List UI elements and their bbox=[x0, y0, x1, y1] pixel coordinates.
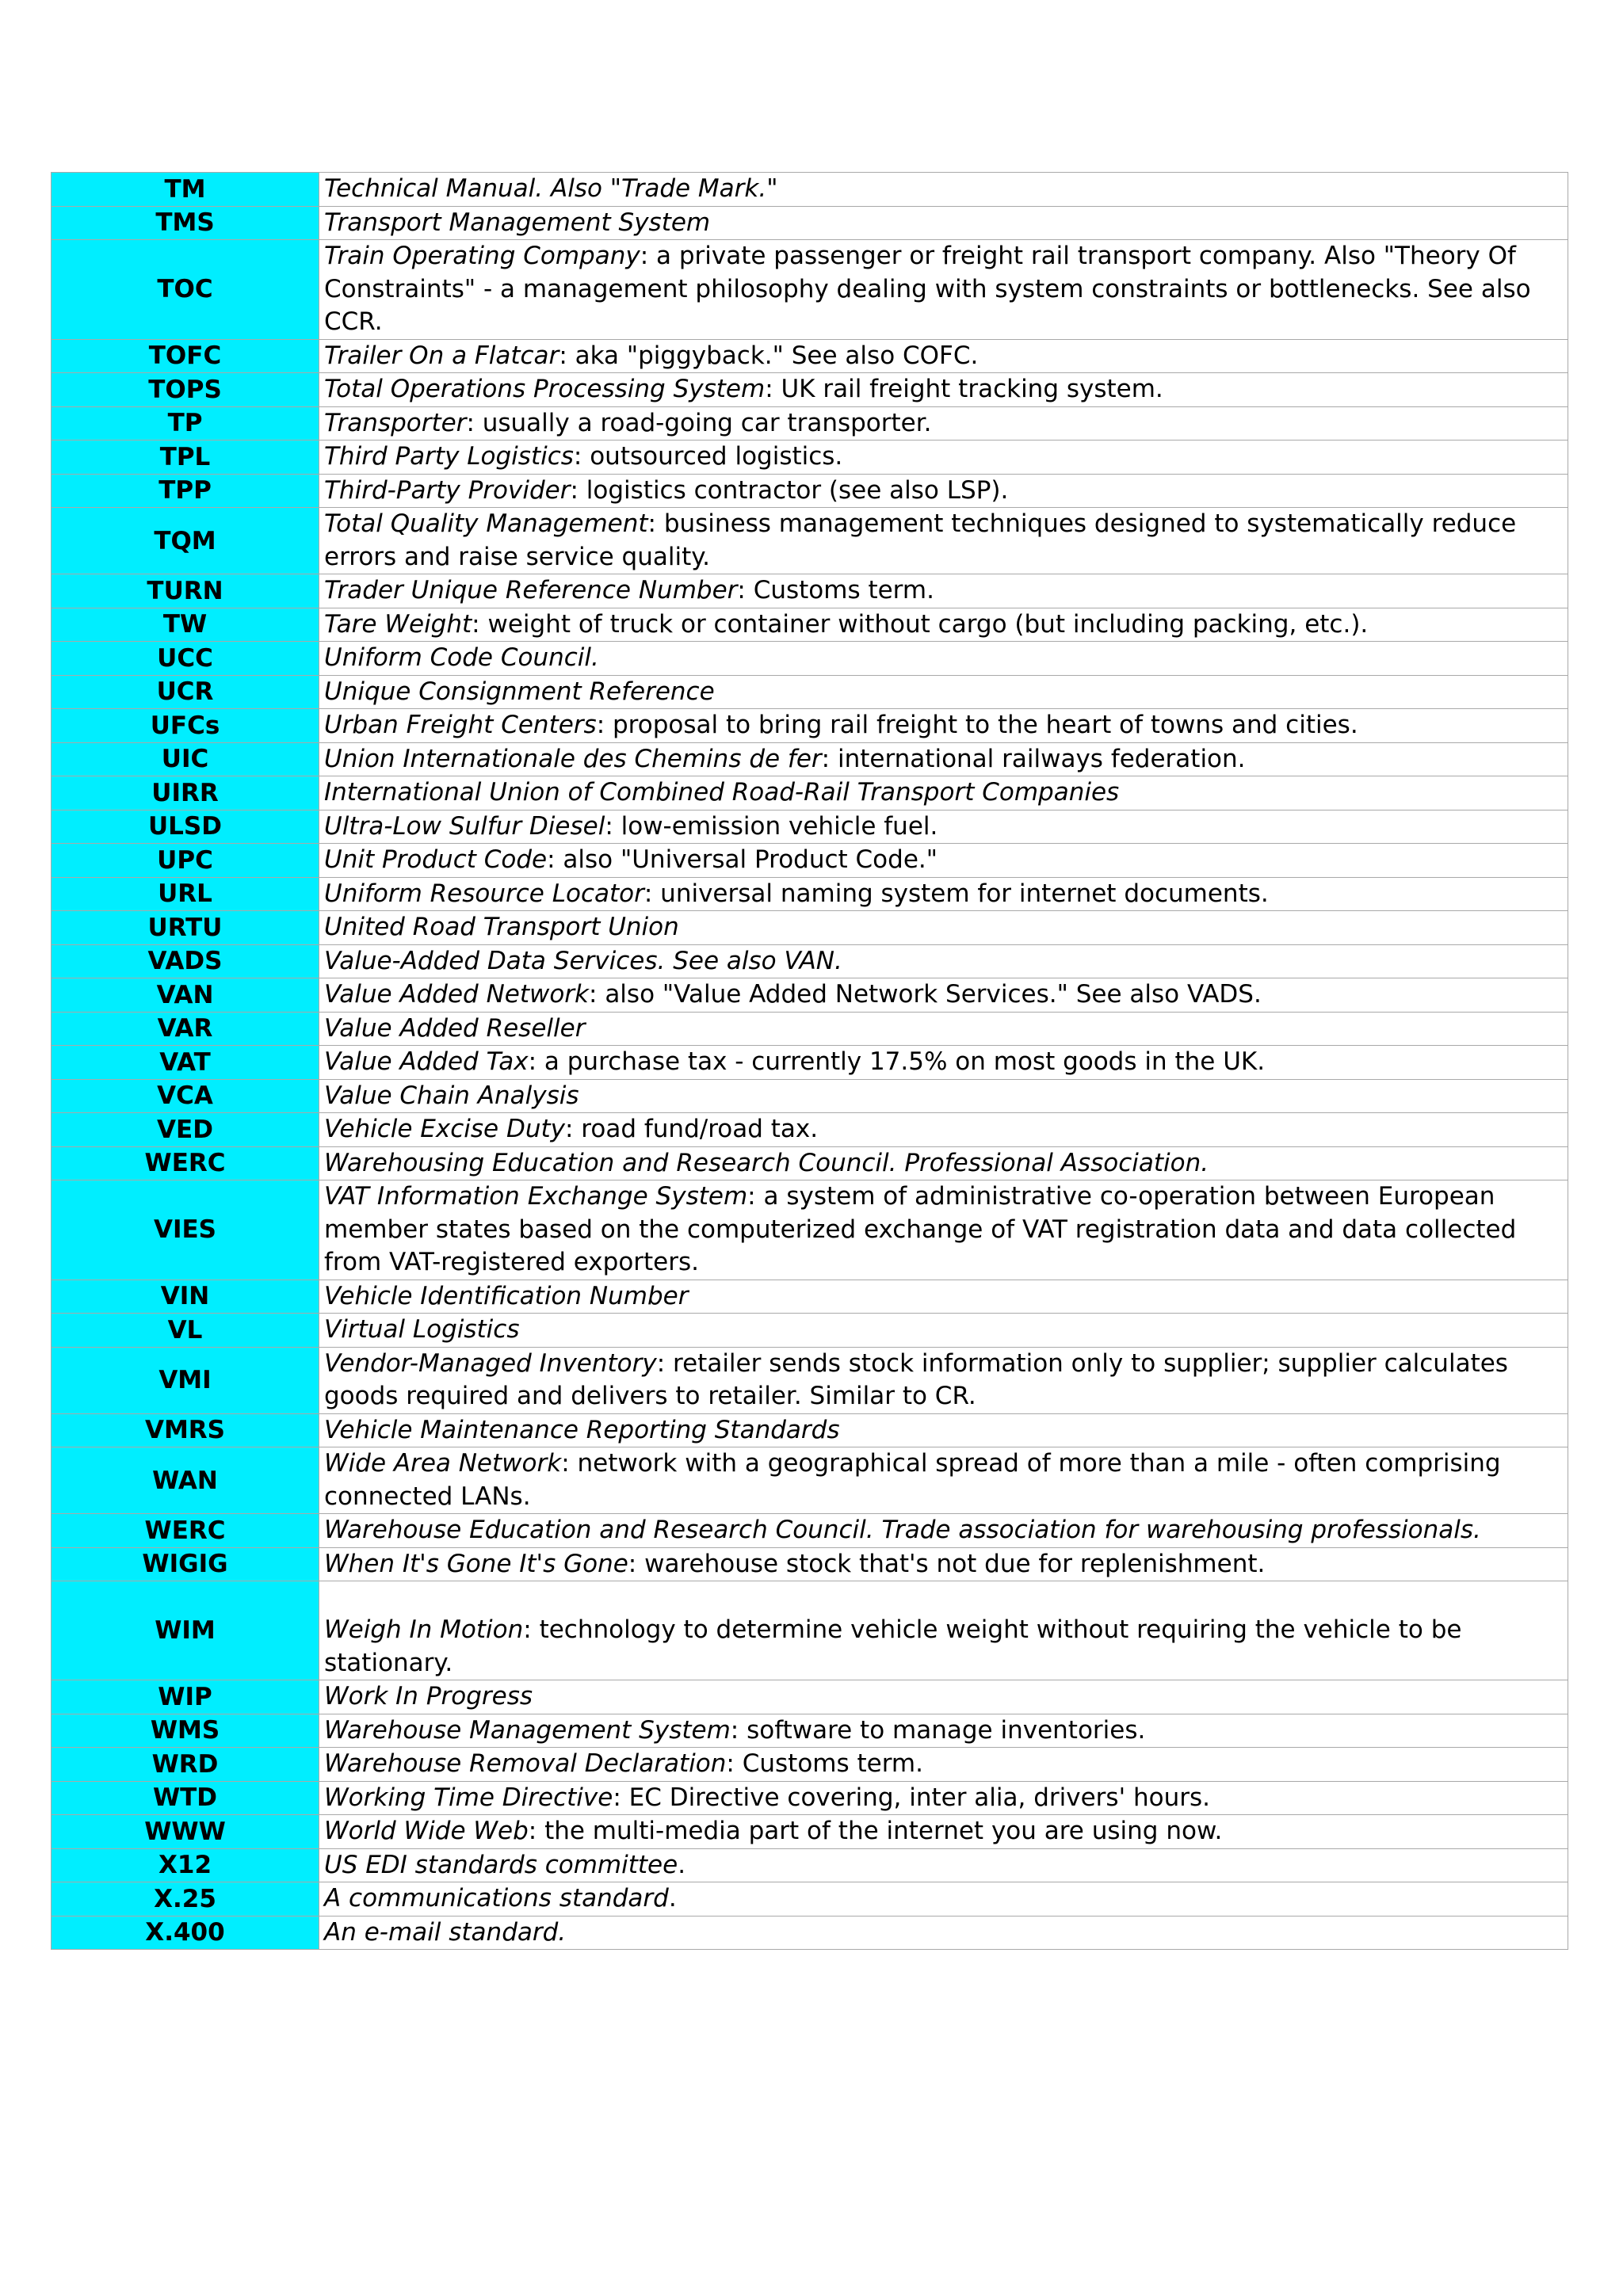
abbreviation-cell: TPL bbox=[52, 441, 319, 475]
definition-text: : software to manage inventories. bbox=[730, 1715, 1146, 1745]
table-row bbox=[52, 742, 1568, 776]
table-row bbox=[52, 1748, 1568, 1782]
abbreviation-cell: WWW bbox=[52, 1815, 319, 1849]
table-row bbox=[52, 1848, 1568, 1882]
definition-text: : business management techniques designed to systematically reduce errors and raise service quality. bbox=[324, 509, 1517, 571]
abbreviation-cell: TURN bbox=[52, 574, 319, 608]
table-row bbox=[52, 441, 1568, 475]
table-row bbox=[52, 1447, 1568, 1514]
definition-term: Wide Area Network bbox=[324, 1449, 562, 1478]
definition-term: Warehouse Management System bbox=[324, 1715, 731, 1745]
table-row bbox=[52, 1146, 1568, 1180]
definition-term: Weigh In Motion bbox=[324, 1615, 524, 1644]
definition-text: : usually a road-going car transporter. bbox=[466, 408, 932, 437]
abbreviation-cell: TPP bbox=[52, 474, 319, 508]
definition-term: Vehicle Maintenance Reporting Standards bbox=[324, 1415, 840, 1444]
definition-term: Total Quality Management bbox=[324, 509, 648, 538]
definition-term: International Union of Combined Road-Rail Transport Companies bbox=[324, 778, 1120, 807]
definition-text: : also "Universal Product Code." bbox=[547, 845, 938, 874]
definition-text: . bbox=[668, 1884, 677, 1913]
definition-term: A communications standard bbox=[324, 1884, 669, 1913]
abbreviation-cell: VIES bbox=[52, 1180, 319, 1280]
definition-text: : road fund/road tax. bbox=[565, 1115, 819, 1143]
definition-term: Trailer On a Flatcar bbox=[324, 341, 559, 370]
definition-text: : aka "piggyback." See also COFC. bbox=[559, 341, 979, 370]
definition-term: Third-Party Provider bbox=[324, 475, 571, 505]
table-row bbox=[52, 508, 1568, 574]
definition-cell bbox=[319, 1146, 1568, 1180]
table-row bbox=[52, 373, 1568, 407]
definition-text: : Customs term. bbox=[737, 576, 934, 605]
definition-text: : UK rail freight tracking system. bbox=[765, 375, 1163, 403]
definition-cell bbox=[319, 508, 1568, 574]
definition-term: Vehicle Identification Number bbox=[324, 1281, 689, 1310]
definition-cell bbox=[319, 1447, 1568, 1514]
table-row bbox=[52, 206, 1568, 240]
definition-text: : EC Directive covering, inter alia, drivers' hours. bbox=[613, 1783, 1210, 1812]
abbreviation-cell: TOPS bbox=[52, 373, 319, 407]
definition-term: Urban Freight Centers bbox=[324, 711, 597, 739]
definition-term: Unit Product Code bbox=[324, 845, 548, 874]
abbreviation-cell: TOC bbox=[52, 240, 319, 340]
definition-cell bbox=[319, 339, 1568, 373]
definition-term: Third Party Logistics bbox=[324, 442, 574, 471]
table-row bbox=[52, 240, 1568, 340]
definition-cell bbox=[319, 1815, 1568, 1849]
glossary-body bbox=[52, 173, 1568, 1950]
abbreviation-cell: X12 bbox=[52, 1848, 319, 1882]
abbreviation-cell: X.400 bbox=[52, 1916, 319, 1950]
definition-cell bbox=[319, 1547, 1568, 1581]
definition-cell bbox=[319, 173, 1568, 207]
definition-term: When It's Gone It's Gone bbox=[324, 1549, 628, 1578]
table-row bbox=[52, 911, 1568, 945]
table-row bbox=[52, 1046, 1568, 1080]
abbreviation-cell: TW bbox=[52, 608, 319, 642]
table-row bbox=[52, 675, 1568, 709]
definition-text: : retailer sends stock information only to supplier; supplier calculates goods required and delivers to retailer. Similar to CR. bbox=[324, 1348, 1508, 1410]
table-row bbox=[52, 1581, 1568, 1680]
abbreviation-cell: TM bbox=[52, 173, 319, 207]
abbreviation-cell: VADS bbox=[52, 944, 319, 978]
abbreviation-cell: VED bbox=[52, 1113, 319, 1147]
table-row bbox=[52, 1680, 1568, 1714]
definition-term: Value-Added Data Services. See also VAN. bbox=[324, 946, 842, 975]
definition-text: : a system of administrative co-operation between European member states based on the computerized exchange of VAT registration data and data collected from VAT-registered exporters. bbox=[324, 1182, 1517, 1276]
table-row bbox=[52, 1413, 1568, 1447]
definition-term: Value Added Network bbox=[324, 980, 590, 1009]
definition-term: Uniform Code Council. bbox=[324, 643, 599, 672]
abbreviation-cell: VAN bbox=[52, 978, 319, 1013]
table-row bbox=[52, 1514, 1568, 1548]
definition-term: Vendor-Managed Inventory bbox=[324, 1348, 657, 1378]
table-row bbox=[52, 1113, 1568, 1147]
definition-cell bbox=[319, 1280, 1568, 1314]
abbreviation-cell: UIRR bbox=[52, 776, 319, 810]
definition-text: : the multi-media part of the internet you are using now. bbox=[528, 1817, 1223, 1845]
definition-text: : proposal to bring rail freight to the heart of towns and cities. bbox=[596, 711, 1358, 739]
abbreviation-cell: TMS bbox=[52, 206, 319, 240]
abbreviation-cell: ULSD bbox=[52, 810, 319, 844]
definition-cell bbox=[319, 608, 1568, 642]
table-row bbox=[52, 1347, 1568, 1413]
abbreviation-cell: WRD bbox=[52, 1748, 319, 1782]
definition-cell bbox=[319, 1113, 1568, 1147]
definition-term: World Wide Web bbox=[324, 1817, 529, 1845]
definition-cell bbox=[319, 1680, 1568, 1714]
abbreviation-cell: UCC bbox=[52, 642, 319, 676]
definition-cell bbox=[319, 1079, 1568, 1113]
definition-text: : network with a geographical spread of more than a mile - often comprising connected LANs. bbox=[324, 1449, 1501, 1511]
definition-cell bbox=[319, 1314, 1568, 1348]
definition-term: United Road Transport Union bbox=[324, 913, 679, 941]
glossary-table bbox=[51, 172, 1568, 1950]
definition-term: An e-mail standard. bbox=[324, 1917, 567, 1947]
table-row bbox=[52, 1781, 1568, 1815]
abbreviation-cell: TQM bbox=[52, 508, 319, 574]
definition-term: Ultra-Low Sulfur Diesel bbox=[324, 811, 605, 841]
definition-term: Value Added Reseller bbox=[324, 1013, 586, 1043]
abbreviation-cell: WIM bbox=[52, 1581, 319, 1680]
definition-cell bbox=[319, 1581, 1568, 1680]
definition-cell bbox=[319, 441, 1568, 475]
definition-term: Warehouse Education and Research Council. Trade association for warehousing professionals. bbox=[324, 1516, 1481, 1544]
table-row bbox=[52, 1815, 1568, 1849]
definition-text: : logistics contractor (see also LSP). bbox=[570, 475, 1009, 505]
definition-text: : warehouse stock that's not due for replenishment. bbox=[628, 1549, 1266, 1578]
definition-term: Total Operations Processing System bbox=[324, 375, 766, 403]
abbreviation-cell: VMI bbox=[52, 1347, 319, 1413]
definition-cell bbox=[319, 373, 1568, 407]
abbreviation-cell: WMS bbox=[52, 1714, 319, 1748]
table-row bbox=[52, 776, 1568, 810]
table-row bbox=[52, 173, 1568, 207]
definition-cell bbox=[319, 1514, 1568, 1548]
abbreviation-cell: UFCs bbox=[52, 709, 319, 743]
definition-term: Transport Management System bbox=[324, 208, 711, 237]
definition-cell bbox=[319, 1882, 1568, 1917]
definition-text: : technology to determine vehicle weight without requiring the vehicle to be stationary. bbox=[324, 1615, 1462, 1677]
table-row bbox=[52, 1916, 1568, 1950]
definition-cell bbox=[319, 1714, 1568, 1748]
definition-text: : a purchase tax - currently 17.5% on most goods in the UK. bbox=[528, 1047, 1266, 1076]
abbreviation-cell: VAR bbox=[52, 1012, 319, 1046]
definition-term: US EDI standards committee bbox=[324, 1850, 678, 1879]
abbreviation-cell: VCA bbox=[52, 1079, 319, 1113]
abbreviation-cell: VL bbox=[52, 1314, 319, 1348]
definition-cell bbox=[319, 1347, 1568, 1413]
definition-cell bbox=[319, 1916, 1568, 1950]
definition-cell bbox=[319, 574, 1568, 608]
definition-cell bbox=[319, 742, 1568, 776]
abbreviation-cell: UCR bbox=[52, 675, 319, 709]
definition-term: Work In Progress bbox=[324, 1682, 533, 1711]
definition-term: Working Time Directive bbox=[324, 1783, 613, 1812]
table-row bbox=[52, 944, 1568, 978]
table-row bbox=[52, 1714, 1568, 1748]
abbreviation-cell: VAT bbox=[52, 1046, 319, 1080]
definition-text: : weight of truck or container without cargo (but including packing, etc.). bbox=[472, 609, 1369, 639]
definition-cell bbox=[319, 776, 1568, 810]
definition-term: VAT Information Exchange System bbox=[324, 1182, 748, 1211]
abbreviation-cell: UPC bbox=[52, 844, 319, 878]
definition-cell bbox=[319, 810, 1568, 844]
definition-text: : international railways federation. bbox=[821, 744, 1246, 773]
definition-cell bbox=[319, 1748, 1568, 1782]
definition-cell bbox=[319, 1180, 1568, 1280]
table-row bbox=[52, 877, 1568, 911]
abbreviation-cell: TP bbox=[52, 406, 319, 441]
table-row bbox=[52, 1180, 1568, 1280]
definition-text: : low-emission vehicle fuel. bbox=[605, 811, 938, 841]
definition-cell bbox=[319, 911, 1568, 945]
abbreviation-cell: X.25 bbox=[52, 1882, 319, 1917]
definition-cell bbox=[319, 406, 1568, 441]
abbreviation-cell: URTU bbox=[52, 911, 319, 945]
definition-cell bbox=[319, 1848, 1568, 1882]
abbreviation-cell: TOFC bbox=[52, 339, 319, 373]
table-row bbox=[52, 608, 1568, 642]
definition-text: : outsourced logistics. bbox=[573, 442, 843, 471]
table-row bbox=[52, 1280, 1568, 1314]
definition-term: Union Internationale des Chemins de fer bbox=[324, 744, 822, 773]
definition-cell bbox=[319, 944, 1568, 978]
definition-term: Uniform Resource Locator bbox=[324, 879, 644, 908]
abbreviation-cell: WTD bbox=[52, 1781, 319, 1815]
definition-term: Warehousing Education and Research Council. Professional Association. bbox=[324, 1148, 1209, 1177]
definition-term: Vehicle Excise Duty bbox=[324, 1115, 565, 1143]
definition-text: : a private passenger or freight rail transport company. Also "Theory Of Constraints" - a management philosophy dealing with system constraints or bottlenecks. See also CCR. bbox=[324, 242, 1531, 336]
definition-cell bbox=[319, 844, 1568, 878]
abbreviation-cell: WIGIG bbox=[52, 1547, 319, 1581]
table-row bbox=[52, 1079, 1568, 1113]
table-row bbox=[52, 1547, 1568, 1581]
table-row bbox=[52, 474, 1568, 508]
table-row bbox=[52, 810, 1568, 844]
definition-text: : Customs term. bbox=[726, 1749, 923, 1778]
definition-term: Unique Consignment Reference bbox=[324, 677, 715, 706]
definition-cell bbox=[319, 1012, 1568, 1046]
definition-cell bbox=[319, 675, 1568, 709]
table-row bbox=[52, 642, 1568, 676]
definition-cell bbox=[319, 978, 1568, 1013]
table-row bbox=[52, 574, 1568, 608]
definition-term: Virtual Logistics bbox=[324, 1315, 520, 1344]
abbreviation-cell: WIP bbox=[52, 1680, 319, 1714]
definition-term: Value Added Tax bbox=[324, 1047, 529, 1076]
definition-cell bbox=[319, 1781, 1568, 1815]
table-row bbox=[52, 339, 1568, 373]
definition-term: Technical Manual. Also "Trade Mark." bbox=[324, 174, 778, 203]
definition-cell bbox=[319, 709, 1568, 743]
definition-term: Value Chain Analysis bbox=[324, 1081, 579, 1110]
definition-text: : also "Value Added Network Services." See also VADS. bbox=[589, 980, 1262, 1009]
definition-cell bbox=[319, 1413, 1568, 1447]
abbreviation-cell: UIC bbox=[52, 742, 319, 776]
definition-cell bbox=[319, 474, 1568, 508]
abbreviation-cell: WERC bbox=[52, 1146, 319, 1180]
abbreviation-cell: WAN bbox=[52, 1447, 319, 1514]
definition-cell bbox=[319, 240, 1568, 340]
table-row bbox=[52, 1882, 1568, 1917]
definition-term: Trader Unique Reference Number bbox=[324, 576, 738, 605]
definition-term: Transporter bbox=[324, 408, 467, 437]
definition-term: Train Operating Company bbox=[324, 242, 640, 270]
table-row bbox=[52, 709, 1568, 743]
table-row bbox=[52, 1012, 1568, 1046]
definition-cell bbox=[319, 877, 1568, 911]
table-row bbox=[52, 1314, 1568, 1348]
table-row bbox=[52, 844, 1568, 878]
abbreviation-cell: VMRS bbox=[52, 1413, 319, 1447]
definition-term: Tare Weight bbox=[324, 609, 472, 639]
definition-cell bbox=[319, 642, 1568, 676]
abbreviation-cell: URL bbox=[52, 877, 319, 911]
definition-term: Warehouse Removal Declaration bbox=[324, 1749, 727, 1778]
definition-cell bbox=[319, 1046, 1568, 1080]
definition-text: . bbox=[678, 1850, 686, 1879]
definition-wrapper bbox=[324, 1581, 1563, 1680]
table-row bbox=[52, 978, 1568, 1013]
table-row bbox=[52, 406, 1568, 441]
definition-cell bbox=[319, 206, 1568, 240]
abbreviation-cell: WERC bbox=[52, 1514, 319, 1548]
definition-text: : universal naming system for internet documents. bbox=[643, 879, 1269, 908]
abbreviation-cell: VIN bbox=[52, 1280, 319, 1314]
